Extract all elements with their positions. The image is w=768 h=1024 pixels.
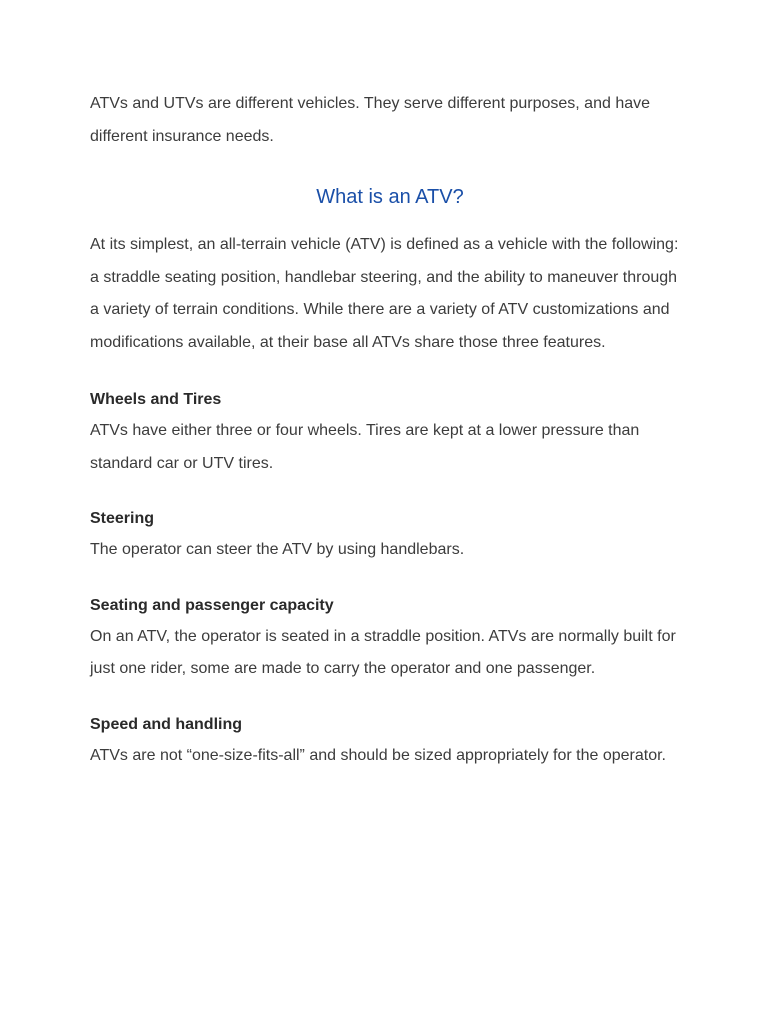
section-steering: [90, 506, 690, 567]
intro-paragraph: ATVs and UTVs are different vehicles. They serve different purposes, and have different insurance needs.: [90, 95, 651, 145]
section-title: Steering: [90, 510, 155, 527]
section-body: The operator can steer the ATV by using handlebars.: [90, 541, 465, 558]
section-heading: What is an ATV?: [316, 186, 464, 208]
section-title: Speed and handling: [90, 715, 243, 733]
definition-paragraph: At its simplest, an all-terrain vehicle (ATV) is defined as a vehicle with the following: a straddle seating position, handlebar steering, and the ability to maneuver through a variety of terrain conditions. While there are a variety of ATV customizations and modifications available, at their base all ATVs share those three features.: [90, 236, 679, 351]
section-seating: [90, 593, 690, 686]
section-wheels-tires: [90, 387, 690, 480]
section-body: ATVs have either three or four wheels. Tires are kept at a lower pressure than standard car or UTV tires.: [90, 422, 640, 472]
section-title: Seating and passenger capacity: [90, 596, 334, 614]
document-page: [90, 88, 690, 798]
section-body: On an ATV, the operator is seated in a straddle position. ATVs are normally built for just one rider, some are made to carry the operator and one passenger.: [90, 627, 676, 677]
section-speed-handling: [90, 712, 690, 773]
section-title: Wheels and Tires: [90, 391, 222, 408]
section-body: ATVs are not “one-size-fits-all” and should be sized appropriately for the operator.: [90, 746, 666, 764]
